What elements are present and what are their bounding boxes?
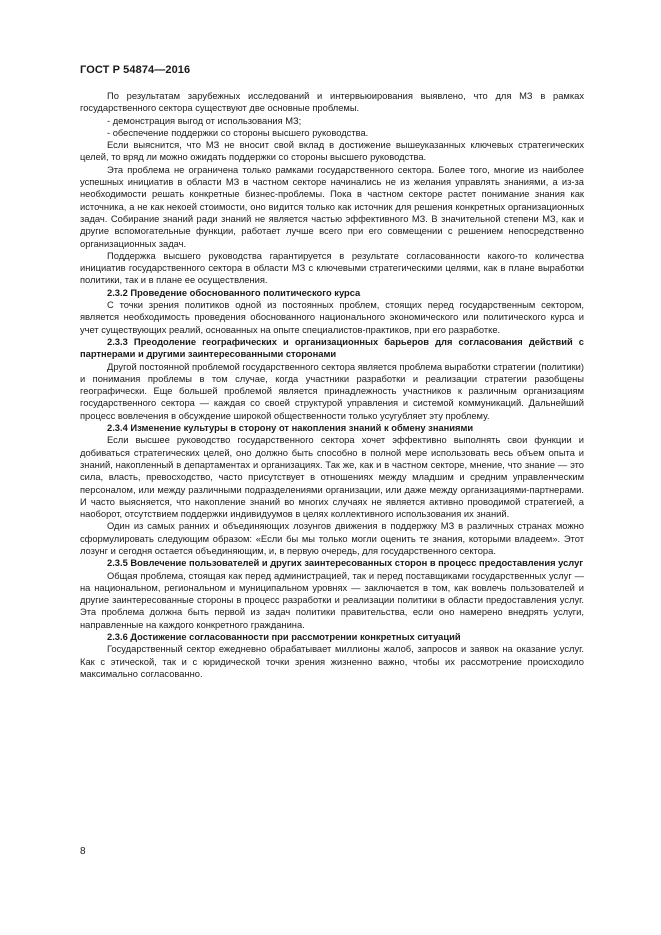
document-body bbox=[80, 90, 584, 680]
paragraph: По результатам зарубежных исследований и интервьюирования выявлено, что для МЗ в рамках государственного сектора существуют две основные проблемы. bbox=[80, 91, 584, 114]
paragraph: Если высшее руководство государственного сектора хочет эффективно выполнять свои функции и добиваться стратегических целей, оно должно быть способно в полной мере использовать весь объем опыта и знаний, накопленный в департаментах и организациях. Так же, как и в частном секторе, мнение, что знание — это сила, власть, превосходство, часто присутствует в отношениях между младшим и средним управленческим персоналом, или между различными подразделениями организации, или даже между организациями-партнерами. И часто выясняется, что накопление знаний во многих случаях не является активно проводимой стратегией, а наоборот, отсутствием поддержки индивидуумов в целях коллективного использования их знаний. bbox=[80, 435, 584, 520]
list-item: - демонстрация выгод от использования МЗ; bbox=[107, 115, 302, 126]
section-heading: 2.3.2 Проведение обоснованного политического курса bbox=[107, 287, 361, 298]
section-heading: 2.3.4 Изменение культуры в сторону от накопления знаний к обмену знаниями bbox=[107, 423, 474, 434]
section-heading: 2.3.6 Достижение согласованности при рассмотрении конкретных ситуаций bbox=[107, 632, 461, 643]
paragraph: Поддержка высшего руководства гарантируется в результате согласованности какого-то количества инициатив государственного сектора в области МЗ с ключевыми стратегическими целями, как в плане выработки политики, так и в плане ее осуществления. bbox=[80, 250, 584, 286]
list-item: - обеспечение поддержки со стороны высшего руководства. bbox=[107, 127, 369, 138]
page-number: 8 bbox=[80, 846, 86, 857]
paragraph: Если выяснится, что МЗ не вносит свой вклад в достижение вышеуказанных ключевых стратегических целей, то вряд ли можно ожидать поддержки со стороны высшего руководства. bbox=[80, 140, 584, 163]
section-heading: 2.3.5 Вовлечение пользователей и других заинтересованных сторон в процесс предоставления услуг bbox=[107, 558, 584, 569]
document-header: ГОСТ Р 54874—2016 bbox=[80, 64, 191, 76]
paragraph: С точки зрения политиков одной из постоянных проблем, стоящих перед государственным сектором, является необходимость проведения обоснованного национального экономического или политического курса и учет существующих реалий, основанных на опыте специалистов-практиков, при его разработке. bbox=[80, 300, 584, 335]
paragraph: Другой постоянной проблемой государственного сектора является проблема выработки стратегии (политики) и понимания проблемы в том случае, когда участники разработки и реализации стратегии разобщены географически. Еще большей проблемой является принадлежность участников к различным организациям государственного сектора — каждая со своей структурой управления и системой коммуникаций. Дальнейший процесс вовлечения в обсуждение широкой общественности только усугубляет эту проблему. bbox=[80, 361, 584, 421]
paragraph: Один из самых ранних и объединяющих лозунгов движения в поддержку МЗ в различных странах можно сформулировать следующим образом: «Если бы мы только могли оценить те знания, которыми владеем». Этот лозунг и сегодня остается объединяющим, и, в первую очередь, для государственного сектора. bbox=[80, 521, 584, 556]
paragraph: Эта проблема не ограничена только рамками государственного сектора. Более того, многие из наиболее успешных инициатив в области МЗ в частном секторе начинались не из желания управлять знаниями, а из-за необходимости решать конкретные бизнес-проблемы. Пока в частном секторе растет понимание знания как источника, а не как некоей стоимости, оно видится только как источник для решения конкретных организационных задач. Собирание знаний ради знаний не является частью эффективного МЗ. В значительной степени МЗ, как и другие вспомогательные функции, работает лучше всего при его совмещении с решением непосредственно организационных задач. bbox=[80, 164, 584, 249]
paragraph: Общая проблема, стоящая как перед администрацией, так и перед поставщиками государственных услуг — на национальном, региональном и муниципальном уровнях — заключается в том, как вовлечь пользователей и другие заинтересованные стороны в процесс разработки и реализации политики в области предоставления услуг. Эта проблема должна быть первой из задач политики правительства, если оно намерено внедрять услуги, направленные на каждого конкретного гражданина. bbox=[80, 570, 584, 630]
paragraph: Государственный сектор ежедневно обрабатывает миллионы жалоб, запросов и заявок на оказание услуг. Как с этической, так и с юридической точки зрения жизненно важно, чтобы их рассмотрение происходило максимально согласованно. bbox=[80, 644, 584, 679]
section-heading: 2.3.3 Преодоление географических и организационных барьеров для согласования действий с партнерами и другими заинтересованными сторонами bbox=[80, 336, 584, 360]
